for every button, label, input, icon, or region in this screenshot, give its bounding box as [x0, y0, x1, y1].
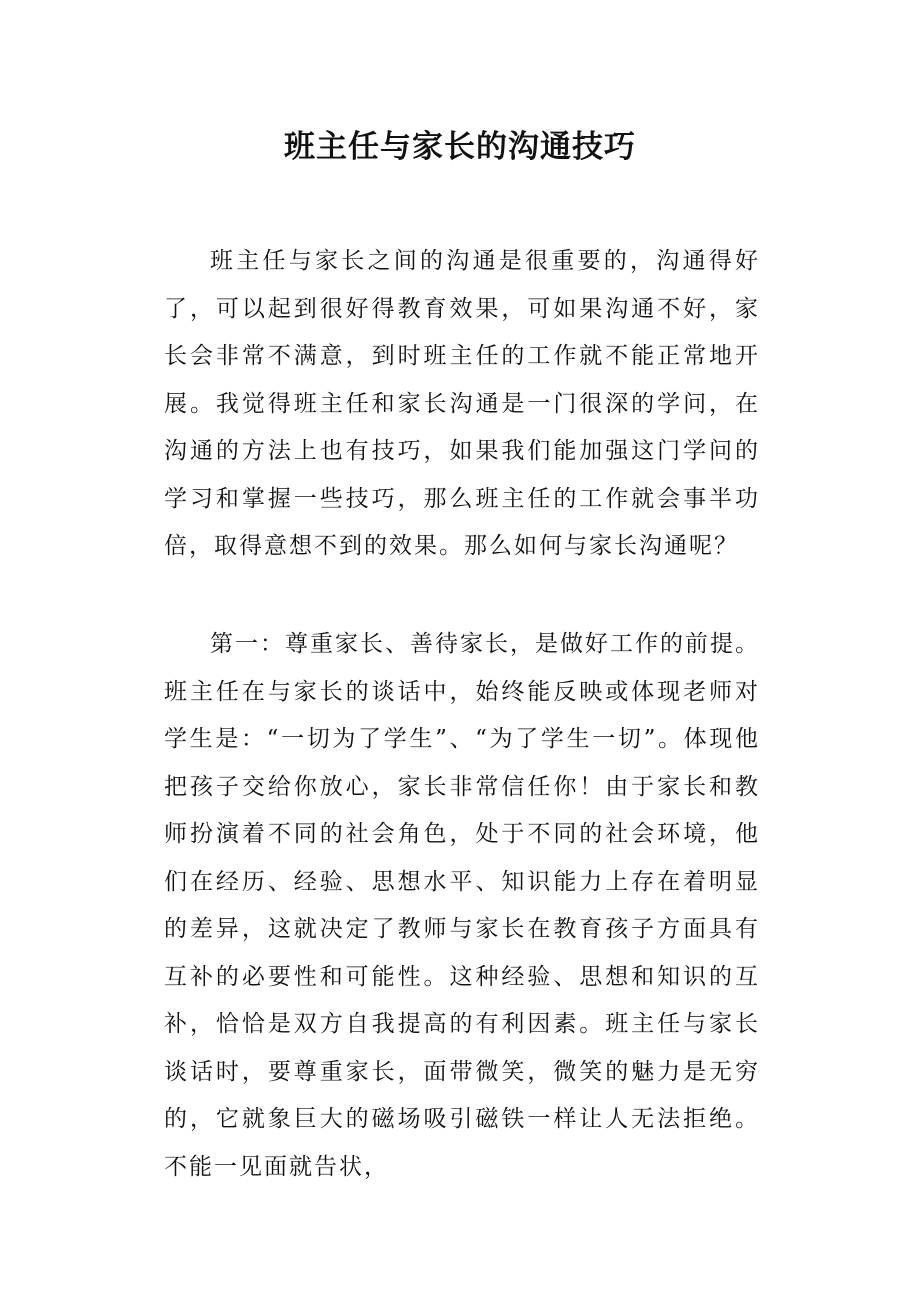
paragraph: 班主任与家长之间的沟通是很重要的，沟通得好了，可以起到很好得教育效果，可如果沟通不好，家长会非常不满意，到时班主任的工作就不能正常地开展。我觉得班主任和家长沟通是一门很深的学问，在沟通的方法上也有技巧，如果我们能加强这门学问的学习和掌握一些技巧，那么班主任的工作就会事半功倍，取得意想不到的效果。那么如何与家长沟通呢？: [164, 248, 760, 559]
paragraph: 第一：尊重家长、善待家长，是做好工作的前提。班主任在与家长的谈话中，始终能反映或体现老师对学生是：“一切为了学生”、“为了学生一切”。体现他把孩子交给你放心，家长非常信任你！由于家长和教师扮演着不同的社会角色，处于不同的社会环境，他们在经历、经验、思想水平、知识能力上存在着明显的差异，这就决定了教师与家长在教育孩子方面具有互补的必要性和可能性。这种经验、思想和知识的互补，恰恰是双方自我提高的有利因素。班主任与家长谈话时，要尊重家长，面带微笑，微笑的魅力是无穷的，它就象巨大的磁场吸引磁铁一样让人无法拒绝。不能一见面就告状，: [164, 631, 760, 1180]
paragraph-block-1: [164, 238, 760, 571]
document-title: 班主任与家长的沟通技巧: [284, 129, 636, 165]
paragraph-block-2: [164, 621, 760, 1191]
